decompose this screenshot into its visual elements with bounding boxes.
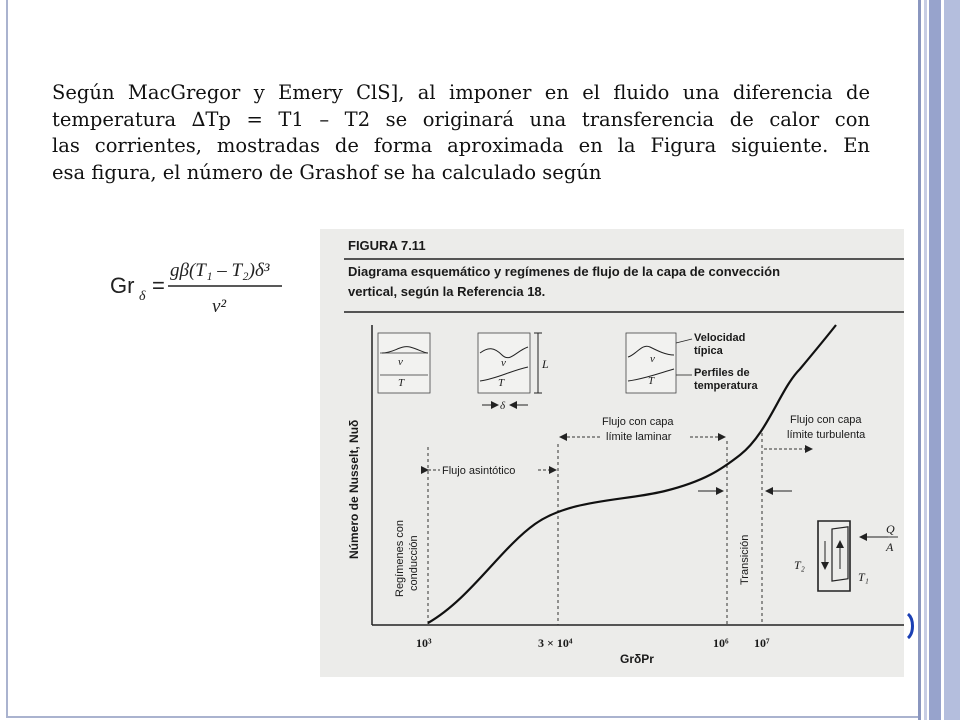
legend-velocity-line1: Velocidad bbox=[694, 332, 746, 344]
decorative-side-bars bbox=[918, 0, 960, 720]
grashof-formula bbox=[110, 246, 290, 326]
x-tick-label: 10³ bbox=[416, 636, 432, 650]
inset-velocity-symbol: v bbox=[501, 357, 506, 369]
inset-length-symbol: L bbox=[542, 357, 549, 371]
formula-equals: = bbox=[152, 273, 165, 298]
formula-denominator: ν² bbox=[212, 296, 227, 317]
formula-numerator: gβ(T₁ – T₂)δ³ bbox=[170, 260, 270, 281]
y-axis-label: Número de Nusselt, Nuδ bbox=[347, 419, 361, 559]
region-asymptotic-label: Flujo asintótico bbox=[442, 465, 516, 477]
paragraph-line: las corrientes, mostradas de forma aproximada en la Figura siguiente. En bbox=[52, 134, 870, 157]
legend-temperature-line2: temperatura bbox=[694, 380, 758, 392]
profile-inset-2 bbox=[478, 333, 549, 412]
figure-label: FIGURA 7.11 bbox=[348, 238, 426, 253]
body-paragraph bbox=[52, 80, 870, 186]
region-laminar-line2: límite laminar bbox=[606, 431, 672, 443]
figure-7-11 bbox=[320, 229, 904, 677]
inset-temperature-symbol: T bbox=[498, 377, 505, 389]
inset-delta-symbol: δ bbox=[500, 400, 506, 412]
region-transition-label: Transición bbox=[739, 534, 751, 585]
region-conduction-line2: conducción bbox=[408, 535, 420, 591]
inset-temperature-symbol: T bbox=[648, 375, 655, 387]
cell-heat-flux-Q: Q bbox=[886, 522, 895, 536]
formula-lhs-subscript: δ bbox=[139, 289, 146, 304]
paragraph-line: esa figura, el número de Grashof se ha calculado según bbox=[52, 160, 602, 184]
legend-velocity-line2: típica bbox=[694, 345, 723, 357]
formula-lhs: Gr bbox=[110, 273, 135, 298]
region-conduction-line1: Regímenes con bbox=[394, 519, 406, 597]
figure-caption-line1: Diagrama esquemático y regímenes de flujo de la capa de convección bbox=[348, 264, 781, 279]
paragraph-line: Según MacGregor y Emery ClS], al imponer en el fluido una diferencia de bbox=[52, 81, 870, 104]
cell-temperature-T2: T₂ bbox=[794, 558, 805, 572]
region-turbulent-line1: Flujo con capa bbox=[790, 414, 862, 426]
inset-velocity-symbol: v bbox=[398, 356, 403, 368]
figure-caption-line2: vertical, según la Referencia 18. bbox=[348, 284, 546, 299]
partial-paren-glyph bbox=[906, 611, 918, 641]
legend-temperature-line1: Perfiles de bbox=[694, 367, 750, 379]
region-laminar-line1: Flujo con capa bbox=[602, 416, 674, 428]
inset-velocity-symbol: v bbox=[650, 353, 655, 365]
profile-inset-3 bbox=[626, 333, 692, 393]
x-tick-label: 10⁷ bbox=[754, 636, 770, 650]
inset-temperature-symbol: T bbox=[398, 377, 405, 389]
x-tick-label: 10⁶ bbox=[713, 636, 729, 650]
x-axis-label: GrδPr bbox=[620, 652, 654, 666]
cell-temperature-T1: T₁ bbox=[858, 570, 869, 584]
x-tick-label: 3 × 10⁴ bbox=[538, 636, 573, 650]
convection-cell-diagram bbox=[818, 521, 888, 591]
cell-area-A: A bbox=[886, 540, 894, 554]
profile-inset-1 bbox=[378, 333, 430, 393]
paragraph-line: temperatura ∆Tp = T1 – T2 se originará una transferencia de calor con bbox=[52, 107, 870, 131]
region-turbulent-line2: límite turbulenta bbox=[787, 429, 866, 441]
